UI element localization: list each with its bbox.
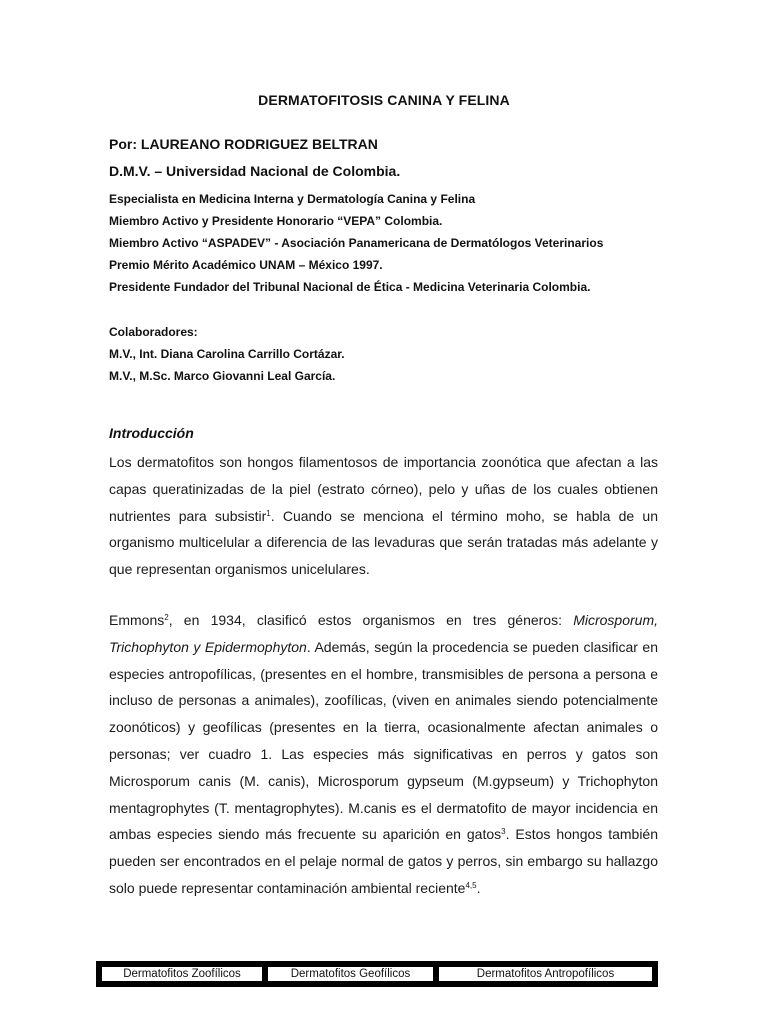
table-header-row <box>96 961 658 987</box>
collaborators-heading: Colaboradores: <box>109 325 198 339</box>
genera-italic: Microsporum, Trichophyton y Epidermophyton <box>109 612 658 655</box>
collaborator-item: M.V., M.Sc. Marco Giovanni Leal García. <box>109 369 336 383</box>
credentials-list <box>109 188 603 298</box>
document-title: DERMATOFITOSIS CANINA Y FELINA <box>258 92 510 108</box>
citation-superscript: 2 <box>164 613 169 622</box>
credential-item: Miembro Activo “ASPADEV” - Asociación Panamericana de Dermatólogos Veterinarios <box>109 236 604 250</box>
credential-item: Presidente Fundador del Tribunal Nacional de Ética - Medicina Veterinaria Colombia. <box>109 280 591 294</box>
paragraph-text: , en 1934, clasificó estos organismos en tres géneros: <box>168 612 574 628</box>
section-heading-introduction: Introducción <box>109 425 194 441</box>
table-header-antropofilicos: Dermatofitos Antropofílicos <box>439 967 652 981</box>
author-line: Por: LAUREANO RODRIGUEZ BELTRAN <box>109 136 378 152</box>
table-header-geofilicos: Dermatofitos Geofílicos <box>268 967 433 981</box>
citation-superscript: 1 <box>266 508 271 518</box>
citation-superscript: 4,5 <box>465 880 477 890</box>
degree-line: D.M.V. – Universidad Nacional de Colombia. <box>109 163 401 179</box>
credential-item: Especialista en Medicina Interna y Dermatología Canina y Felina <box>109 192 476 206</box>
paragraph-text: Emmons <box>109 612 165 628</box>
paragraph-2 <box>109 607 658 902</box>
table-header-zoofilicos: Dermatofitos Zoofílicos <box>102 967 262 981</box>
paragraph-text: . Además, según la procedencia se pueden clasificar en especies antropofílicas, (presentes en el hombre, transmisibles de persona a persona e incluso de personas a animales), zoofílicas, (viven en animales siendo potencialmente zoonóticos) y geofílicas (presentes en la tierra, ocasionalmente afectan animales o personas; ver cuadro 1. Las especies más significativas en perros y gatos son Microsporum canis (M. canis), Microsporum gypseum (M.gypseum) y Trichophyton mentagrophytes (T. mentagrophytes). M.canis es el dermatofito de mayor incidencia en ambas especies siendo más frecuente su aparición en gatos <box>109 638 658 843</box>
credential-item: Premio Mérito Académico UNAM – México 1997. <box>109 258 383 272</box>
collaborators-list <box>109 321 345 387</box>
paragraph-text: Los dermatofitos son hongos filamentosos de importancia zoonótica que afectan a las capas queratinizadas de la piel (estrato córneo), pelo y uñas de los cuales obtienen nutrientes para subsistir <box>109 454 658 524</box>
citation-superscript: 3 <box>501 827 506 837</box>
credential-item: Miembro Activo y Presidente Honorario “VEPA” Colombia. <box>109 214 443 228</box>
paragraph-1 <box>109 449 658 583</box>
paragraph-text: . <box>476 879 481 896</box>
collaborator-item: M.V., Int. Diana Carolina Carrillo Cortázar. <box>109 347 345 361</box>
paragraph-text: . Estos hongos también pueden ser encontrados en el pelaje normal de gatos y perros, sin embargo su hallazgo solo puede representar contaminación ambiental reciente <box>109 826 658 896</box>
paragraph-text: . Cuando se menciona el término moho, se habla de un organismo multicelular a diferencia de las levaduras que serán tratadas más adelante y que representan organismos unicelulares. <box>109 507 658 578</box>
